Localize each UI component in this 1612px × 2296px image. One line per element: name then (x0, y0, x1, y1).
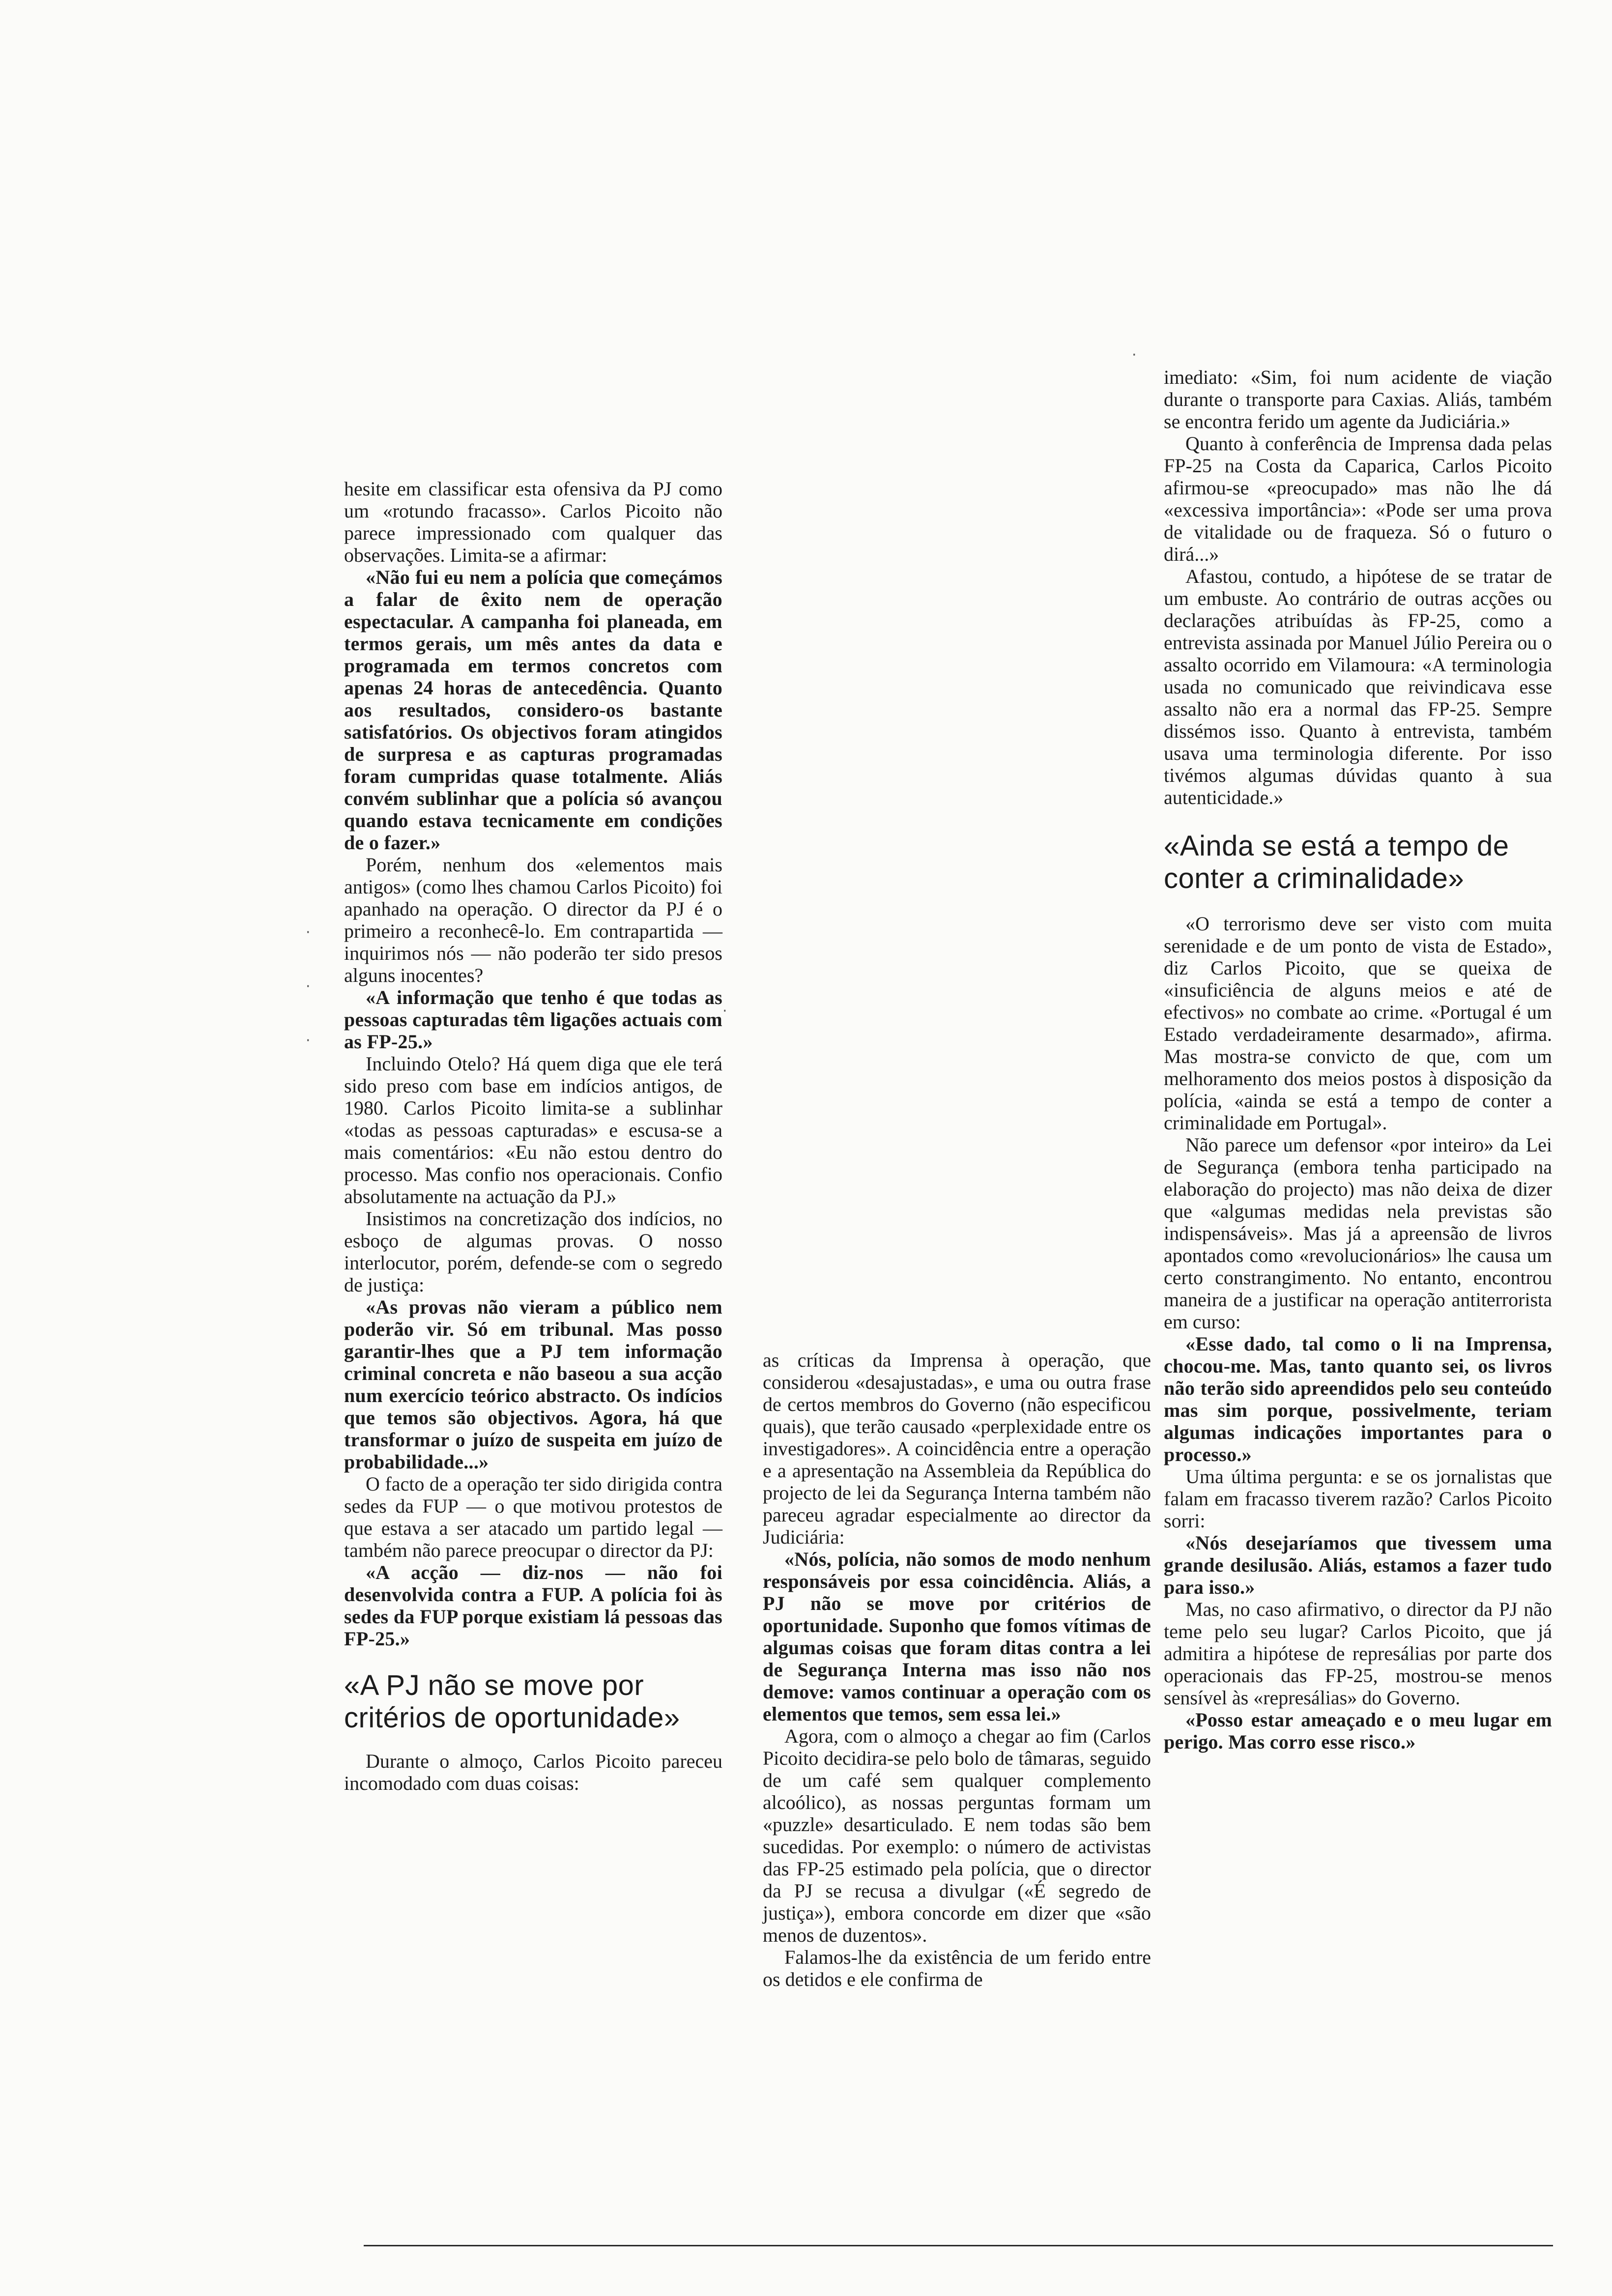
quote-paragraph: «A acção — diz-nos — não foi desenvolvida contra a FUP. A polícia foi às sedes da FUP porque existiam lá pessoas das FP-25.» (344, 1561, 722, 1650)
scan-speck: · (1132, 346, 1137, 364)
quote-paragraph: «Não fui eu nem a polícia que começámos a falar de êxito nem de operação espectacular. A campanha foi planeada, em termos gerais, um mês antes da data e programada em termos concretos com apenas 24 horas de antecedência. Quanto aos resultados, considero-os bastante satisfatórios. Os objectivos foram atingidos de surpresa e as capturas programadas foram cumpridas quase totalmente. Aliás convém sublinhar que a polícia só avançou quando estava tecnicamente em condições de o fazer.» (344, 566, 722, 854)
quote-paragraph: «As provas não vieram a público nem poderão vir. Só em tribunal. Mas posso garantir-lhes que a PJ tem informação criminal concreta e não baseou a sua acção num exercício teórico abstracto. Os indícios que temos são objectivos. Agora, há que transformar o juízo de suspeita em juízo de probabilidade...» (344, 1296, 722, 1473)
quote-paragraph: «A informação que tenho é que todas as pessoas capturadas têm ligações actuais com as FP-25.» (344, 986, 722, 1053)
quote-paragraph: «Posso estar ameaçado e o meu lugar em perigo. Mas corro esse risco.» (1164, 1709, 1552, 1753)
quote-paragraph: «Esse dado, tal como o li na Imprensa, chocou-me. Mas, tanto quanto sei, os livros não terão sido apreendidos pelo seu conteúdo mas sim porque, possivelmente, teriam algumas indicações importantes para o processo.» (1164, 1333, 1552, 1465)
paragraph: Não parece um defensor «por inteiro» da Lei de Segurança (embora tenha participado na elaboração do projecto) mas não deixa de dizer que «algumas medidas nela previstas são indispensáveis». Mas já a apreensão de livros apontados como «revolucionários» lhe causa um certo constrangimento. No entanto, encontrou maneira de a justificar na operação antiterrorista em curso: (1164, 1134, 1552, 1333)
paragraph: imediato: «Sim, foi num acidente de viação durante o transporte para Caxias. Aliás, também se encontra ferido um agente da Judiciária.» (1164, 366, 1552, 432)
scan-speck: · (722, 1003, 727, 1020)
scan-speck: · (306, 924, 311, 941)
paragraph: Uma última pergunta: e se os jornalistas que falam em fracasso tiverem razão? Carlos Picoito sorri: (1164, 1465, 1552, 1532)
article-column-left (344, 478, 722, 1794)
article-column-middle (763, 1349, 1151, 1990)
section-heading: «Ainda se está a tempo de conter a criminalidade» (1164, 830, 1509, 894)
paragraph: O facto de a operação ter sido dirigida contra sedes da FUP — o que motivou protestos de que estava a ser atacado um partido legal — também não parece preocupar o director da PJ: (344, 1473, 722, 1561)
paragraph: hesite em classificar esta ofensiva da PJ como um «rotundo fracasso». Carlos Picoito não parece impressionado com qualquer das observações. Limita-se a afirmar: (344, 478, 722, 566)
quote-paragraph: «Nós desejaríamos que tivessem uma grande desilusão. Aliás, estamos a fazer tudo para isso.» (1164, 1532, 1552, 1598)
paragraph: as críticas da Imprensa à operação, que considerou «desajustadas», e uma ou outra frase de certos membros do Governo (não especificou quais), que terão causado «perplexidade entre os investigadores». A coincidência entre a operação e a apresentação na Assembleia da República do projecto de lei da Segurança Interna também não pareceu agradar especialmente ao director da Judiciária: (763, 1349, 1151, 1548)
scan-speck: · (306, 978, 311, 995)
paragraph: Afastou, contudo, a hipótese de se tratar de um embuste. Ao contrário de outras acções ou declarações atribuídas às FP-25, como a entrevista assinada por Manuel Júlio Pereira ou o assalto ocorrido em Vilamoura: «A terminologia usada no comunicado que reivindicava esse assalto não era a normal das FP-25. Sempre dissémos isso. Quanto à entrevista, também usava uma terminologia diferente. Por isso tivémos algumas dúvidas quanto à sua autenticidade.» (1164, 565, 1552, 808)
paragraph: Agora, com o almoço a chegar ao fim (Carlos Picoito decidira-se pelo bolo de tâmaras, seguido de um café sem qualquer complemento alcoólico), as nossas perguntas formam um «puzzle» desarticulado. E nem todas são bem sucedidas. Por exemplo: o número de activistas das FP-25 estimado pela polícia, que o director da PJ se recusa a divulgar («É segredo de justiça»), embora concorde em dizer que «são menos de duzentos». (763, 1725, 1151, 1946)
bottom-rule (364, 2245, 1553, 2246)
paragraph: Incluindo Otelo? Há quem diga que ele terá sido preso com base em indícios antigos, de 1980. Carlos Picoito limita-se a sublinhar «todas as pessoas capturadas» e escusa-se a mais comentários: «Eu não estou dentro do processo. Mas confio nos operacionais. Confio absolutamente na actuação da PJ.» (344, 1053, 722, 1207)
article-column-right (1164, 366, 1552, 1753)
paragraph: Falamos-lhe da existência de um ferido entre os detidos e ele confirma de (763, 1946, 1151, 1990)
paragraph: Mas, no caso afirmativo, o director da PJ não teme pelo seu lugar? Carlos Picoito, que já admitira a hipótese de represálias por parte dos operacionais das FP-25, mostrou-se menos sensível às «represálias» do Governo. (1164, 1598, 1552, 1709)
paragraph: Quanto à conferência de Imprensa dada pelas FP-25 na Costa da Caparica, Carlos Picoito afirmou-se «preocupado» mas não lhe dá «excessiva importância»: «Pode ser uma prova de vitalidade ou de fraqueza. Só o futuro o dirá...» (1164, 432, 1552, 565)
quote-paragraph: «Nós, polícia, não somos de modo nenhum responsáveis por essa coincidência. Aliás, a PJ não se move por critérios de oportunidade. Suponho que fomos vítimas de algumas coisas que foram ditas contra a lei de Segurança Interna mas isso não nos demove: vamos continuar a operação com os elementos que temos, sem essa lei.» (763, 1548, 1151, 1725)
scan-speck: · (306, 1032, 311, 1049)
paragraph: «O terrorismo deve ser visto com muita serenidade e de um ponto de vista de Estado», diz Carlos Picoito, que se queixa de «insuficiência de alguns meios e até de efectivos» no combate ao crime. «Portugal é um Estado verdadeiramente desarmado», afirma. Mas mostra-se convicto de que, com um melhoramento dos meios postos à disposição da polícia, «ainda se está a tempo de conter a criminalidade em Portugal». (1164, 913, 1552, 1134)
paragraph: Porém, nenhum dos «elementos mais antigos» (como lhes chamou Carlos Picoito) foi apanhado na operação. O director da PJ é o primeiro a reconhecê-lo. Em contrapartida — inquirimos nós — não poderão ter sido presos alguns inocentes? (344, 854, 722, 986)
paragraph: Insistimos na concretização dos indícios, no esboço de algumas provas. O nosso interlocutor, porém, defende-se com o segredo de justiça: (344, 1207, 722, 1296)
paragraph: Durante o almoço, Carlos Picoito pareceu incomodado com duas coisas: (344, 1750, 722, 1794)
section-heading: «A PJ não se move por critérios de oportunidade» (344, 1669, 680, 1734)
